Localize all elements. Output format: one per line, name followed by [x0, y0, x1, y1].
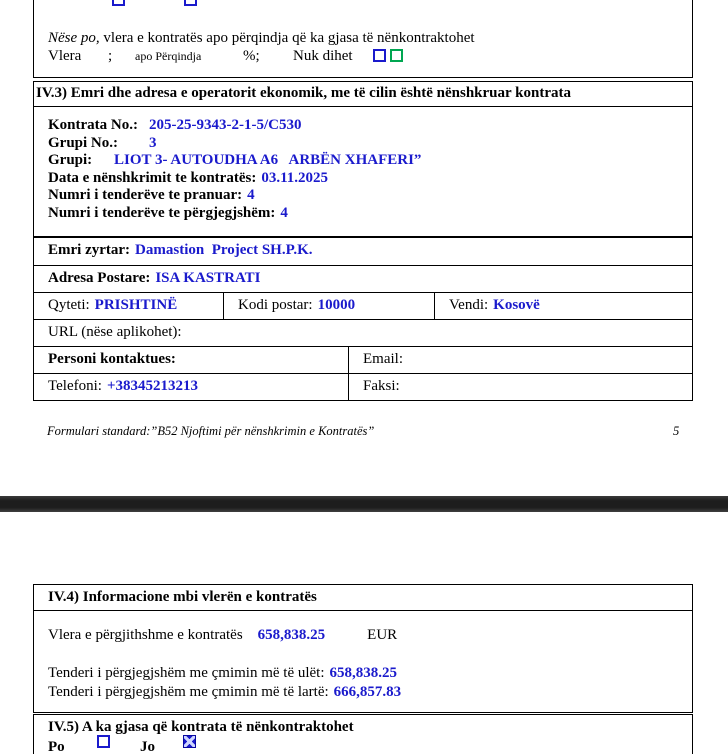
total-value: 658,838.25 [257, 627, 326, 643]
table-row-personi-email [34, 346, 692, 373]
field-value: 03.11.2025 [261, 169, 328, 186]
page-footer-text: Formulari standard:”B52 Njoftimi për nënshkrimin e Kontratës” [47, 424, 375, 438]
qyteti-label: Qyteti: [48, 297, 90, 313]
table-row-qyteti [34, 292, 692, 319]
total-label: Vlera e përgjithshme e kontratës [48, 627, 243, 643]
subcontract-intro-line [48, 30, 475, 47]
jo-checkbox-checked-icon[interactable] [183, 735, 196, 748]
kodi-postar-cell [223, 293, 434, 319]
table-row-adresa [34, 265, 692, 292]
po-checkbox-icon[interactable] [97, 735, 110, 748]
nese-rest-text: vlera e kontratës apo përqindja që ka gjasa të nënkontraktohet [99, 30, 475, 46]
section-iv4 [33, 584, 693, 713]
table-row-url [34, 319, 692, 346]
currency-label: EUR [367, 627, 398, 643]
adresa-label: Adresa Postare: [48, 270, 151, 286]
qyteti-value: PRISHTINË [94, 297, 178, 313]
kodi-postar-value: 10000 [317, 297, 356, 313]
table-row-telefoni-faksi [34, 373, 692, 400]
checkbox-cut-right-icon[interactable] [184, 0, 197, 6]
section-iv5 [33, 714, 693, 754]
total-value-line [48, 627, 692, 644]
emri-label: Emri zyrtar: [48, 242, 131, 258]
field-grupi [48, 152, 692, 170]
highest-tender-line [48, 683, 692, 702]
field-label: Grupi: [48, 152, 93, 168]
vendi-cell [434, 293, 692, 319]
field-value: 205-25-9343-2-1-5/C530 [149, 117, 302, 133]
field-tendereve-pranuar [48, 187, 692, 205]
nese-po-text: Nëse po, [48, 30, 100, 46]
vlera-label: Vlera [48, 48, 82, 64]
section-iv3-title: IV.3) Emri dhe adresa e operatorit ekonomik, me të cilin është nënshkruar kontrata [34, 82, 692, 107]
percent-text: %; [243, 48, 260, 64]
field-label: Grupi No.: [48, 134, 119, 151]
faksi-cell [348, 374, 692, 400]
highest-value: 666,857.83 [333, 684, 402, 700]
section-iv3-content [34, 107, 692, 222]
email-label: Email: [363, 351, 403, 367]
telefoni-cell [34, 374, 348, 400]
telefoni-label: Telefoni: [48, 378, 102, 394]
adresa-value: ISA KASTRATI [155, 270, 261, 286]
contact-table [33, 237, 693, 401]
faksi-label: Faksi: [363, 378, 400, 394]
vlera-perqindja-line [48, 48, 403, 65]
semicolon-text: ; [108, 48, 113, 64]
field-grupi-no [48, 135, 692, 153]
section-iv4-content [34, 611, 692, 702]
vendi-label: Vendi: [449, 297, 489, 313]
field-value: LIOT 3- AUTOUDHA A6 ARBËN XHAFERI” [114, 152, 422, 168]
lowest-value: 658,838.25 [329, 665, 398, 681]
lowest-label: Tenderi i përgjegjshëm me çmimin më të ulët: [48, 665, 325, 681]
highest-label: Tenderi i përgjegjshëm me çmimin më të lartë: [48, 684, 329, 700]
emri-cell [34, 238, 692, 265]
field-kontrata-no [48, 117, 692, 135]
jo-label: Jo [140, 739, 155, 755]
field-label: Numri i tenderëve te pranuar: [48, 187, 243, 203]
adresa-cell [34, 266, 692, 292]
personi-cell [34, 347, 348, 373]
subcontract-value-section [33, 0, 693, 78]
field-label: Kontrata No.: [48, 117, 138, 133]
tender-price-lines [48, 664, 692, 702]
field-label: Data e nënshkrimit te kontratës: [48, 169, 257, 186]
vendi-value: Kosovë [493, 297, 540, 313]
page-separator-band [0, 496, 728, 512]
field-value: 4 [280, 204, 288, 221]
field-value: 3 [149, 134, 157, 151]
field-value: 4 [247, 187, 255, 203]
qyteti-cell [34, 293, 223, 319]
personi-label: Personi kontaktues: [48, 351, 176, 367]
nuk-dihet-label: Nuk dihet [293, 48, 353, 64]
table-row-emri [34, 238, 692, 265]
po-jo-row [34, 738, 692, 754]
kodi-postar-label: Kodi postar: [238, 297, 313, 313]
field-data-nenshkrimit [48, 170, 692, 188]
url-label: URL (nëse aplikohet): [48, 324, 182, 340]
checkbox-cut-left-icon[interactable] [112, 0, 125, 6]
section-iv3 [33, 81, 693, 237]
url-cell [34, 320, 692, 346]
nuk-dihet-checkbox-green-icon[interactable] [390, 49, 403, 62]
field-label: Numri i tenderëve te përgjegjshëm: [48, 204, 276, 221]
section-iv5-title: IV.5) A ka gjasa që kontrata të nënkontraktohet [48, 719, 354, 735]
field-tendereve-pergjegjshem [48, 205, 692, 223]
telefoni-value: +38345213213 [106, 378, 198, 394]
apo-perqindja-label: apo Përqindja [135, 49, 202, 63]
page-number: 5 [673, 424, 680, 438]
email-cell [348, 347, 692, 373]
nuk-dihet-checkbox-blue-icon[interactable] [373, 49, 386, 62]
lowest-tender-line [48, 664, 692, 683]
section-iv4-title: IV.4) Informacione mbi vlerën e kontratës [34, 585, 692, 611]
po-label: Po [48, 739, 65, 755]
emri-value: Damastion Project SH.P.K. [135, 242, 313, 258]
